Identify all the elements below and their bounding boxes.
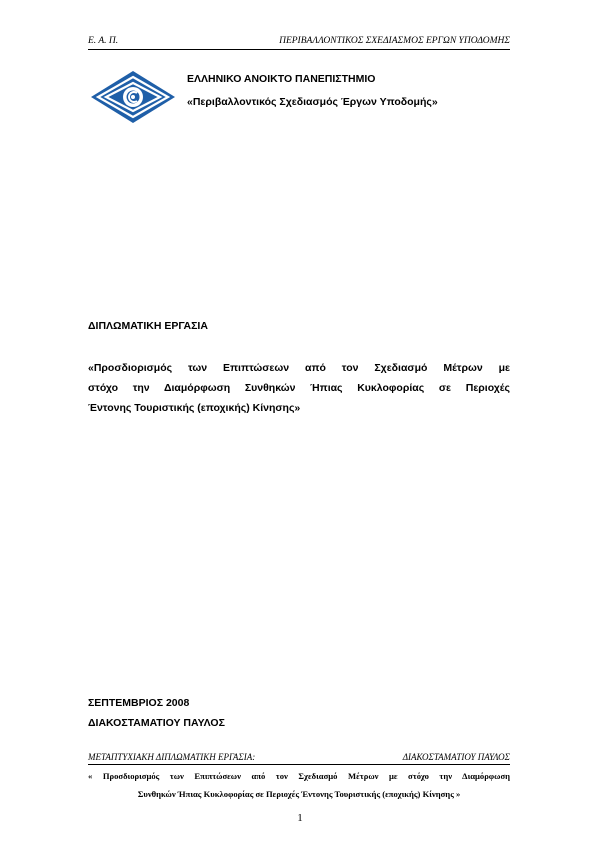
footer-left: ΜΕΤΑΠΤΥΧΙΑΚΗ ΔΙΠΛΩΜΑΤΙΚΗ ΕΡΓΑΣΙΑ: (88, 752, 256, 762)
title-line: «Προσδιορισμός των Επιπτώσεων από τον Σχεδιασμό Μέτρων με (88, 362, 510, 374)
footer-right: ΔΙΑΚΟΣΤΑΜΑΤΙΟΥ ΠΑΥΛΟΣ (402, 752, 510, 762)
page-header (88, 35, 510, 50)
title-line: στόχο την Διαμόρφωση Συνθηκών Ήπιας Κυκλοφορίας σε Περιοχές (88, 382, 510, 394)
date: ΣΕΠΤΕΜΒΡΙΟΣ 2008 (88, 697, 190, 709)
footer-title-line: « Προσδιορισμός των Επιπτώσεων από τον Σχεδιασμό Μέτρων με στόχο την Διαμόρφωση (88, 771, 510, 781)
university-logo-icon (90, 70, 176, 124)
program-name: «Περιβαλλοντικός Σχεδιασμός Έργων Υποδομής» (187, 96, 438, 108)
university-name: ΕΛΛΗΝΙΚΟ ΑΝΟΙΚΤΟ ΠΑΝΕΠΙΣΤΗΜΙΟ (187, 73, 376, 85)
header-right: ΠΕΡΙΒΑΛΛΟΝΤΙΚΟΣ ΣΧΕΔΙΑΣΜΟΣ ΕΡΓΩΝ ΥΠΟΔΟΜΗΣ (279, 36, 510, 46)
title-line: Έντονης Τουριστικής (εποχικής) Κίνησης» (88, 402, 301, 414)
document-type: ΔΙΠΛΩΜΑΤΙΚΗ ΕΡΓΑΣΙΑ (88, 320, 208, 332)
footer-title-line: Συνθηκών Ήπιας Κυκλοφορίας σε Περιοχές Έντονης Τουριστικής (εποχικής) Κίνησης » (137, 789, 461, 799)
page-footer (88, 752, 510, 765)
page-number: 1 (297, 812, 303, 824)
footer-title (88, 767, 510, 803)
author: ΔΙΑΚΟΣΤΑΜΑΤΙΟΥ ΠΑΥΛΟΣ (88, 717, 225, 729)
thesis-title (88, 358, 510, 418)
header-left: Ε. Α. Π. (88, 36, 119, 46)
